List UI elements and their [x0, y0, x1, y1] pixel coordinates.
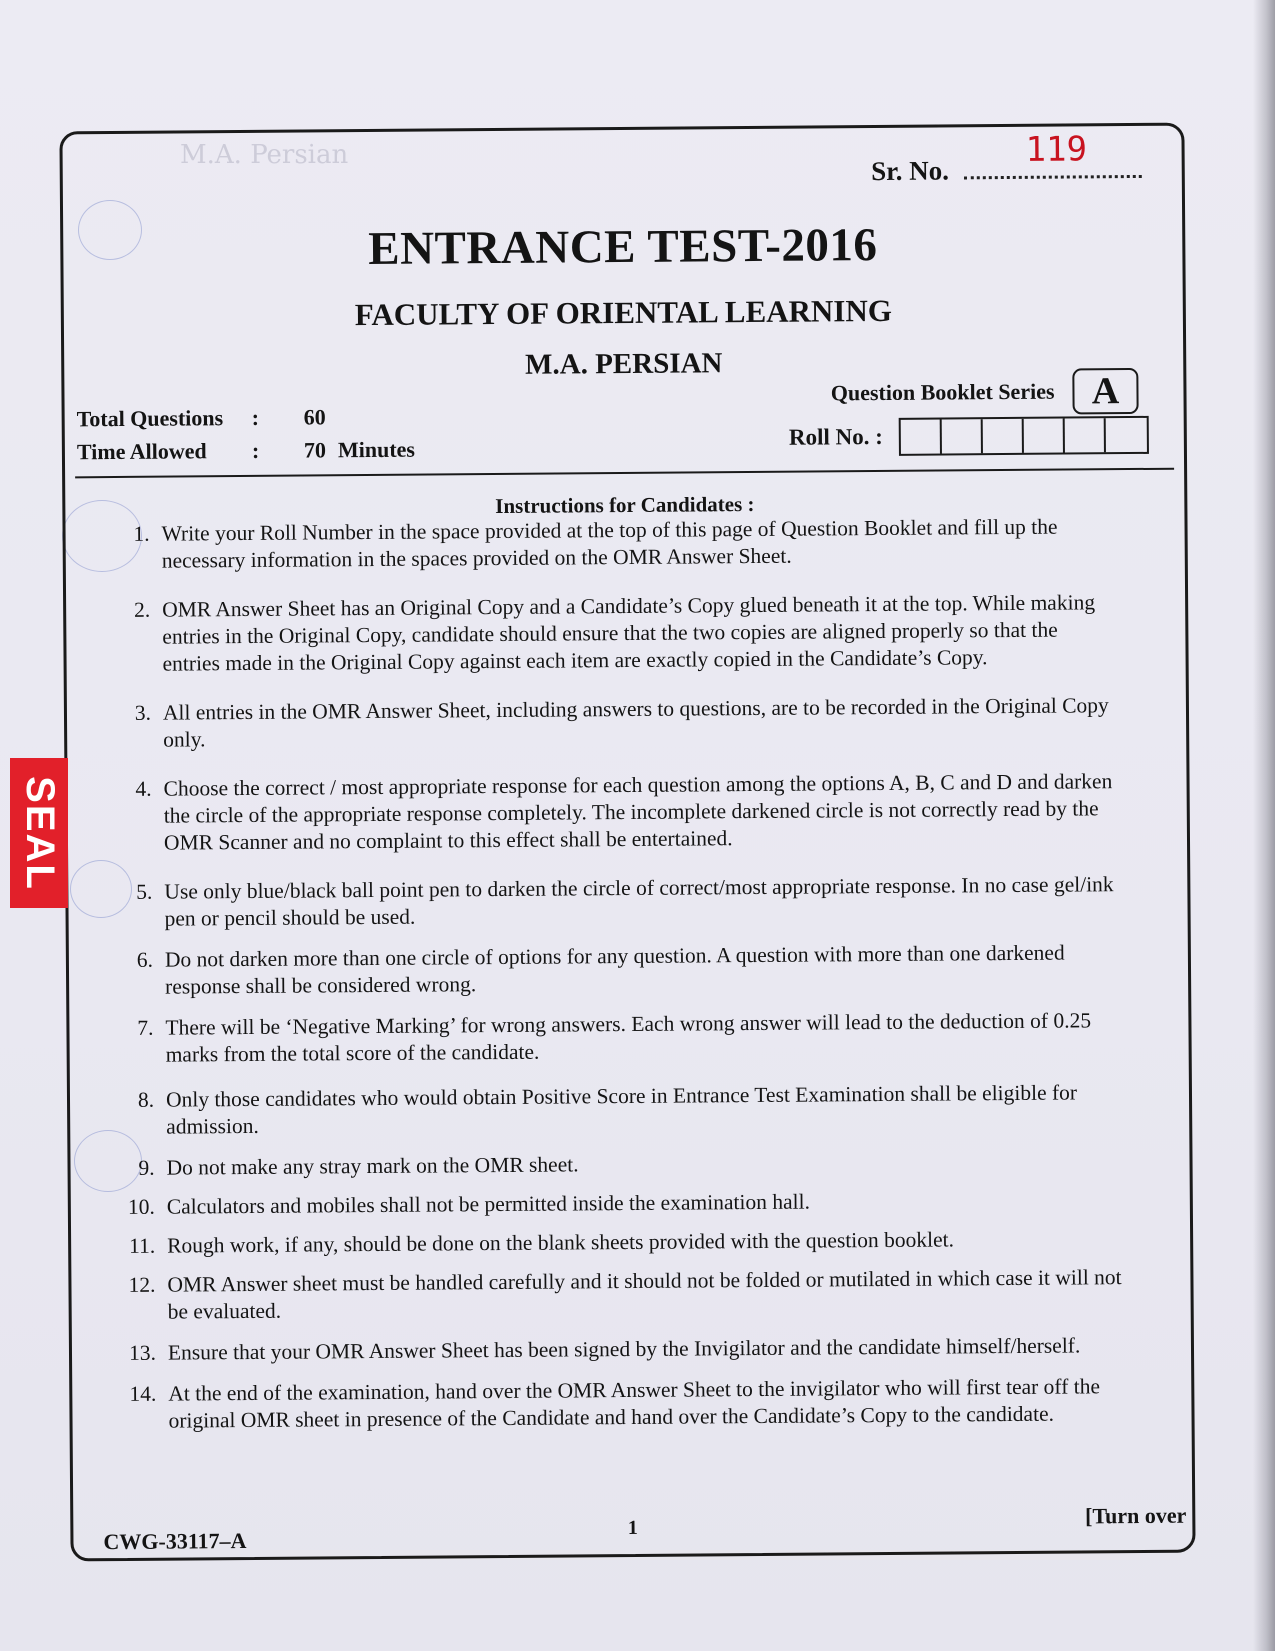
time-allowed-value — [304, 437, 425, 464]
instruction-number: 5. — [136, 879, 153, 904]
instruction-item — [116, 1373, 1126, 1435]
seal-label: SEAL — [17, 775, 62, 891]
instruction-item — [112, 871, 1122, 933]
time-allowed-unit: Minutes — [337, 436, 416, 463]
roll-number-boxes — [899, 416, 1149, 456]
instruction-number: 11. — [128, 1233, 156, 1258]
exam-title: ENTRANCE TEST-2016 — [368, 219, 878, 276]
instruction-text: Do not darken more than one circle of options for any question. A question with more than one darkened response shall be considered wrong. — [164, 940, 1065, 999]
instruction-number: 14. — [129, 1381, 157, 1406]
instruction-text: Choose the correct / most appropriate response for each question among the options A, B, C and D and darken the circle of the appropriate response completely. The incomplete darkened circle is not correctly read by the OMR Scanner and no complaint to this effect shall be entertained. — [163, 769, 1113, 855]
booklet-code: CWG-33117–A — [103, 1528, 247, 1555]
instruction-number: 8. — [137, 1087, 155, 1112]
instruction-number: 10. — [127, 1194, 155, 1219]
faculty-name: FACULTY OF ORIENTAL LEARNING — [354, 292, 893, 333]
colon: : — [251, 404, 260, 430]
instruction-item — [115, 1186, 1125, 1221]
instruction-text: Rough work, if any, should be done on the blank sheets provided with the question booklet. — [167, 1227, 955, 1258]
booklet-cover-frame — [59, 123, 1195, 1562]
roll-number-cell[interactable] — [1065, 418, 1106, 452]
instruction-text: OMR Answer sheet must be handled carefully and it should not be folded or mutilated in which case it will not be evaluated. — [167, 1265, 1122, 1324]
time-allowed-row — [77, 437, 425, 473]
serial-number-field — [964, 129, 1142, 179]
roll-number-cell[interactable] — [901, 420, 942, 454]
roll-number — [789, 416, 1149, 457]
instruction-item — [110, 589, 1121, 678]
serial-number — [871, 129, 1142, 187]
instruction-item — [114, 1079, 1124, 1141]
instruction-number: 7. — [137, 1015, 154, 1040]
total-questions-label: Total Questions — [76, 405, 224, 432]
booklet-series-label: Question Booklet Series — [830, 378, 1055, 406]
instruction-number: 13. — [129, 1340, 157, 1365]
roll-number-cell[interactable] — [983, 419, 1024, 453]
instruction-item — [114, 1147, 1124, 1182]
page-number: 1 — [627, 1516, 638, 1540]
instructions-heading: Instructions for Candidates : — [495, 491, 755, 519]
instruction-number: 4. — [135, 776, 152, 801]
instruction-text: Write your Roll Number in the space provided at the top of this page of Question Booklet and fill up the necessary information in the spaces provided on the OMR Answer Sheet. — [161, 514, 1058, 573]
instruction-text: At the end of the examination, hand over the OMR Answer Sheet to the invigilator who will first tear off the original OMR sheet in presence of the Candidate and hand over the Candidate’s Copy to the candidate. — [168, 1374, 1101, 1433]
instruction-item — [115, 1225, 1125, 1260]
time-allowed-number: 70 — [303, 437, 327, 463]
instruction-number: 9. — [138, 1155, 155, 1180]
instruction-text: There will be ‘Negative Marking’ for wrong answers. Each wrong answer will lead to the deduction of 0.25 marks from the total score of the candidate. — [165, 1008, 1092, 1067]
course-name: M.A. PERSIAN — [524, 347, 723, 381]
booklet-series — [831, 368, 1139, 416]
instruction-text: Calculators and mobiles shall not be permitted inside the examination hall. — [166, 1189, 810, 1219]
turn-over-note: [Turn over — [1084, 1502, 1187, 1529]
page-edge-shadow — [1253, 0, 1275, 1651]
instruction-item — [113, 939, 1123, 1001]
instruction-item — [113, 1007, 1123, 1069]
roll-number-label: Roll No. : — [788, 423, 883, 450]
instruction-number: 12. — [128, 1272, 156, 1297]
roll-number-cell[interactable] — [942, 419, 983, 453]
instruction-text: OMR Answer Sheet has an Original Copy and a Candidate’s Copy glued beneath it at the top. While making entries in the Original Copy, candidate should ensure that the two copies are aligned properly so that the entries made in the Original Copy against each item are exactly copied in the Candidate’s Copy. — [162, 590, 1096, 676]
instruction-number: 6. — [136, 947, 154, 972]
instructions-list — [109, 513, 1126, 1435]
instruction-number: 3. — [134, 700, 152, 725]
seal-sticker — [10, 758, 68, 908]
total-questions-row — [77, 404, 425, 440]
roll-number-cell[interactable] — [1024, 419, 1065, 453]
total-questions-value: 60 — [303, 404, 326, 430]
instruction-item — [116, 1332, 1126, 1367]
bleed-through-text: M.A. Persian — [180, 140, 349, 170]
roll-number-cell[interactable] — [1106, 418, 1147, 452]
exam-meta — [77, 404, 426, 473]
serial-number-label: Sr. No. — [871, 155, 950, 187]
instruction-text: All entries in the OMR Answer Sheet, including answers to questions, are to be recorded in the Original Copy only. — [162, 693, 1109, 752]
instruction-item — [115, 1264, 1125, 1326]
serial-number-value: 119 — [1025, 129, 1088, 170]
colon: : — [251, 437, 260, 463]
instruction-item — [111, 692, 1121, 754]
instruction-number: 2. — [133, 597, 151, 622]
instruction-text: Ensure that your OMR Answer Sheet has been signed by the Invigilator and the candidate himself/herself. — [167, 1333, 1081, 1365]
time-allowed-label: Time Allowed — [76, 438, 207, 465]
instruction-text: Use only blue/black ball point pen to darken the circle of correct/most appropriate response. In no case gel/ink pen or pencil should be used. — [164, 872, 1114, 931]
instruction-text: Do not make any stray mark on the OMR sheet. — [166, 1152, 579, 1180]
instruction-number: 1. — [133, 521, 150, 546]
instruction-item — [111, 768, 1122, 857]
instruction-item — [109, 513, 1119, 575]
instruction-text: Only those candidates who would obtain Positive Score in Entrance Test Examination shall be eligible for admission. — [165, 1080, 1078, 1139]
booklet-series-value: A — [1072, 368, 1138, 415]
